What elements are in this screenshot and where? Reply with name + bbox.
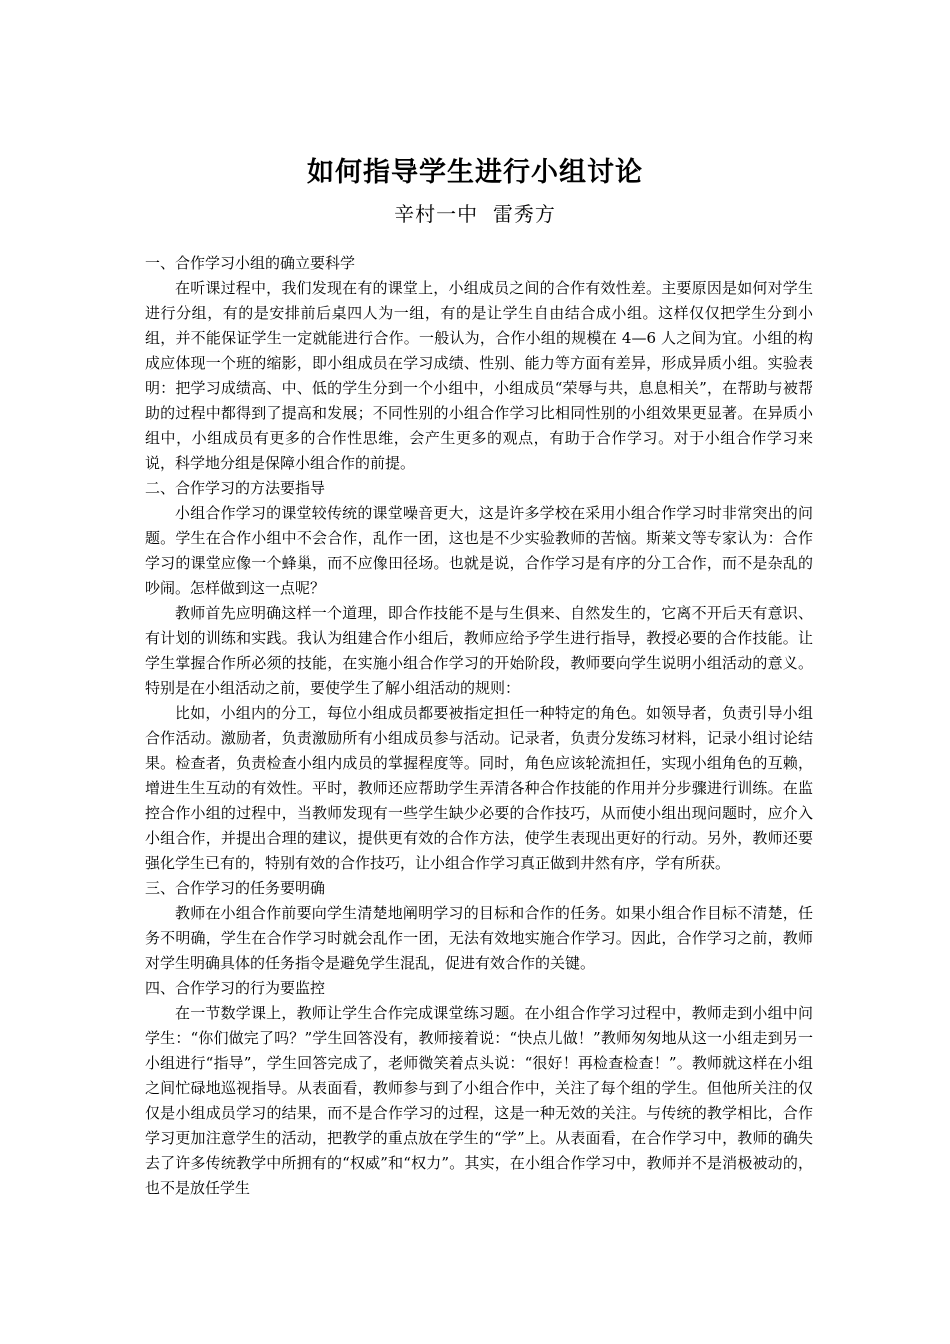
paragraph: 小组合作学习的课堂较传统的课堂噪音更大，这是许多学校在采用小组合作学习时非常突出的问题。学生在合作小组中不会合作，乱作一团，这也是不少实验教师的苦恼。斯莱文等专家认为：合作学习的课堂应像一个蜂巢，而不应像田径场。也就是说，合作学习是有序的分工合作，而不是杂乱的吵闹。怎样做到这一点呢？ — [145, 504, 813, 597]
paragraph: 教师首先应明确这样一个道理，即合作技能不是与生俱来、自然发生的，它离不开后天有意识、有计划的训练和实践。我认为组建合作小组后，教师应给予学生进行指导，教授必要的合作技能。让学生掌握合作所必须的技能，在实施小组合作学习的开始阶段，教师要向学生说明小组活动的意义。特别是在小组活动之前，要使学生了解小组活动的规则： — [145, 604, 813, 697]
section-1 — [145, 251, 813, 476]
paragraph: 教师在小组合作前要向学生清楚地阐明学习的目标和合作的任务。如果小组合作目标不清楚，任务不明确，学生在合作学习时就会乱作一团，无法有效地实施合作学习。因此，合作学习之前，教师对学生明确具体的任务指令是避免学生混乱，促进有效合作的关键。 — [145, 904, 813, 972]
document-author: 辛村一中 雷秀方 — [394, 202, 556, 226]
section-2 — [145, 476, 813, 876]
document-body — [145, 251, 813, 1201]
section-heading: 三、合作学习的任务要明确 — [145, 879, 326, 897]
paragraph: 比如，小组内的分工，每位小组成员都要被指定担任一种特定的角色。如领导者，负责引导小组合作活动。激励者，负责激励所有小组成员参与活动。记录者，负责分发练习材料，记录小组讨论结果。检查者，负责检查小组内成员的掌握程度等。同时，角色应该轮流担任，实现小组角色的互赖，增进生生互动的有效性。平时，教师还应帮助学生弄清各种合作技能的作用并分步骤进行训练。在监控合作小组的过程中，当教师发现有一些学生缺少必要的合作技巧，从而使小组出现问题时，应介入小组合作，并提出合理的建议，提供更有效的合作方法，使学生表现出更好的行动。另外，教师还要强化学生已有的，特别有效的合作技巧，让小组合作学习真正做到井然有序，学有所获。 — [145, 704, 813, 872]
section-heading: 四、合作学习的行为要监控 — [145, 979, 326, 997]
section-4 — [145, 976, 813, 1201]
paragraph: 在一节数学课上，教师让学生合作完成课堂练习题。在小组合作学习过程中，教师走到小组中问学生：“你们做完了吗？”学生回答没有，教师接着说：“快点儿做！”教师匆匆地从这一小组走到另一小组进行“指导”，学生回答完成了，老师微笑着点头说：“很好！再检查检查！”。教师就这样在小组之间忙碌地巡视指导。从表面看，教师参与到了小组合作中，关注了每个组的学生。但他所关注的仅仅是小组成员学习的结果，而不是合作学习的过程，这是一种无效的关注。与传统的教学相比，合作学习更加注意学生的活动，把教学的重点放在学生的“学”上。从表面看，在合作学习中，教师的确失去了许多传统教学中所拥有的“权威”和“权力”。其实，在小组合作学习中，教师并不是消极被动的，也不是放任学生 — [145, 1004, 813, 1197]
paragraph: 在听课过程中，我们发现在有的课堂上，小组成员之间的合作有效性差。主要原因是如何对学生进行分组，有的是安排前后桌四人为一组，有的是让学生自由结合成小组。这样仅仅把学生分到小组，并不能保证学生一定就能进行合作。一般认为，合作小组的规模在 4—6 人之间为宜。小组的构成应体现一个班的缩影，即小组成员在学习成绩、性别、能力等方面有差异，形成异质小组。实验表明：把学习成绩高、中、低的学生分到一个小组中，小组成员“荣辱与共，息息相关”，在帮助与被帮助的过程中都得到了提高和发展；不同性别的小组合作学习比相同性别的小组效果更显著。在异质小组中，小组成员有更多的合作性思维，会产生更多的观点，有助于合作学习。对于小组合作学习来说，科学地分组是保障小组合作的前提。 — [145, 279, 813, 472]
section-3 — [145, 876, 813, 976]
section-heading: 二、合作学习的方法要指导 — [145, 479, 326, 497]
document-title: 如何指导学生进行小组讨论 — [307, 157, 643, 188]
section-heading: 一、合作学习小组的确立要科学 — [145, 254, 356, 272]
